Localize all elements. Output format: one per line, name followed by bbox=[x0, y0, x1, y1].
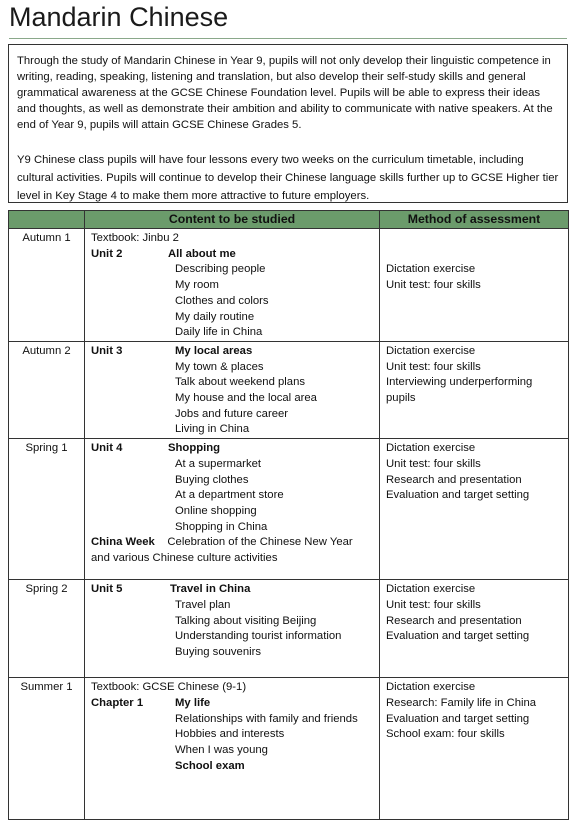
table-header-row bbox=[9, 211, 569, 229]
method-item: Unit test: four skills bbox=[386, 598, 481, 611]
unit-title: Shopping bbox=[168, 442, 221, 455]
topic-item: Buying souvenirs bbox=[175, 645, 262, 658]
method-item: Interviewing underperforming bbox=[386, 376, 533, 389]
content-cell bbox=[85, 229, 380, 342]
header-content: Content to be studied bbox=[85, 211, 380, 229]
table-row bbox=[9, 439, 569, 580]
topic-item: My daily routine bbox=[175, 310, 255, 323]
method-cell bbox=[380, 341, 569, 438]
china-week-label: China Week bbox=[91, 536, 155, 549]
unit-title: Travel in China bbox=[170, 583, 251, 596]
topic-item: Living in China bbox=[175, 423, 250, 436]
content-cell bbox=[85, 341, 380, 438]
method-item: Dictation exercise bbox=[386, 681, 476, 694]
term-cell: Autumn 1 bbox=[9, 229, 85, 342]
topic-item: Jobs and future career bbox=[175, 407, 289, 420]
unit-heading bbox=[91, 696, 375, 712]
term-cell: Spring 2 bbox=[9, 580, 85, 678]
method-cell bbox=[380, 439, 569, 580]
topic-item: At a department store bbox=[175, 489, 284, 502]
unit-label: Unit 5 bbox=[91, 583, 123, 596]
method-item: Unit test: four skills bbox=[386, 457, 481, 470]
topic-item: Clothes and colors bbox=[175, 294, 269, 307]
page-title: Mandarin Chinese bbox=[9, 2, 229, 32]
unit-heading bbox=[91, 441, 375, 457]
header-term bbox=[9, 211, 85, 229]
topic-item: My house and the local area bbox=[175, 392, 317, 405]
unit-label: Unit 3 bbox=[91, 344, 123, 357]
method-item: Evaluation and target setting bbox=[386, 489, 530, 502]
method-item: School exam: four skills bbox=[386, 728, 505, 741]
topic-item: When I was young bbox=[175, 743, 268, 756]
unit-label: Chapter 1 bbox=[91, 696, 144, 709]
method-item: Evaluation and target setting bbox=[386, 630, 530, 643]
china-week-text: Celebration of the Chinese New Year bbox=[167, 536, 353, 549]
topic-item: Buying clothes bbox=[175, 473, 249, 486]
topic-item: Describing people bbox=[175, 263, 266, 276]
china-week-text-2: and various Chinese culture activities bbox=[91, 552, 278, 565]
content-cell bbox=[85, 439, 380, 580]
header-method: Method of assessment bbox=[380, 211, 569, 229]
term-cell: Autumn 2 bbox=[9, 341, 85, 438]
textbook-label: Textbook: Jinbu 2 bbox=[91, 232, 179, 244]
intro-paragraph-2: Y9 Chinese class pupils will have four lessons every two weeks on the curriculum timetable, including cultural activities. Pupils will continue to develop their Chinese language skills further up to GCSE Higher tier level in Key Stage 4 to make them more attractive to future employers. bbox=[17, 154, 559, 202]
topic-item: Shopping in China bbox=[175, 520, 268, 533]
method-item: Research and presentation bbox=[386, 614, 522, 627]
unit-title: My local areas bbox=[175, 344, 253, 357]
topic-item: Talk about weekend plans bbox=[175, 376, 306, 389]
content-cell bbox=[85, 580, 380, 678]
unit-heading bbox=[91, 344, 375, 360]
topic-item: Travel plan bbox=[175, 598, 231, 611]
topic-item: Hobbies and interests bbox=[175, 728, 285, 741]
term-cell: Spring 1 bbox=[9, 439, 85, 580]
unit-heading bbox=[91, 582, 375, 598]
method-item: Research and presentation bbox=[386, 473, 522, 486]
unit-title: My life bbox=[175, 696, 211, 709]
method-item: Dictation exercise bbox=[386, 442, 476, 455]
title-underline bbox=[9, 38, 567, 39]
term-cell: Summer 1 bbox=[9, 678, 85, 820]
topic-item: School exam bbox=[175, 759, 245, 772]
topic-item: My room bbox=[175, 279, 219, 292]
intro-box bbox=[8, 44, 568, 203]
table-row bbox=[9, 678, 569, 820]
method-item: pupils bbox=[386, 392, 416, 405]
unit-title: All about me bbox=[168, 247, 236, 260]
table-row bbox=[9, 229, 569, 342]
topic-item: My town & places bbox=[175, 360, 264, 373]
china-week-line bbox=[91, 535, 375, 551]
unit-label: Unit 4 bbox=[91, 442, 123, 455]
topic-item: Talking about visiting Beijing bbox=[175, 614, 317, 627]
method-cell bbox=[380, 229, 569, 342]
method-item: Dictation exercise bbox=[386, 344, 476, 357]
method-item: Dictation exercise bbox=[386, 263, 476, 276]
method-item: Evaluation and target setting bbox=[386, 712, 530, 725]
method-item: Dictation exercise bbox=[386, 583, 476, 596]
textbook-label: Textbook: GCSE Chinese (9-1) bbox=[91, 681, 247, 694]
curriculum-table bbox=[8, 210, 569, 820]
method-cell bbox=[380, 580, 569, 678]
table-row bbox=[9, 341, 569, 438]
unit-label: Unit 2 bbox=[91, 247, 123, 260]
method-item: Unit test: four skills bbox=[386, 279, 481, 292]
topic-item: Relationships with family and friends bbox=[175, 712, 358, 725]
unit-heading bbox=[91, 247, 375, 263]
content-cell bbox=[85, 678, 380, 820]
method-item: Research: Family life in China bbox=[386, 696, 537, 709]
topic-item: Online shopping bbox=[175, 504, 257, 517]
topic-item: At a supermarket bbox=[175, 457, 262, 470]
method-item: Unit test: four skills bbox=[386, 360, 481, 373]
topic-item: Daily life in China bbox=[175, 326, 263, 339]
method-cell bbox=[380, 678, 569, 820]
intro-paragraph-1: Through the study of Mandarin Chinese in Year 9, pupils will not only develop their linguistic competence in writing, reading, speaking, listening and translation, but also develop their self-study skills and general grammatical awareness at the GCSE Chinese Foundation level. Pupils will be able to express their ideas and thoughts, as well as demonstrate their ambition and ability to communicate with native speakers. At the end of Year 9, pupils will attain GCSE Chinese Grades 5. bbox=[17, 55, 553, 131]
topic-item: Understanding tourist information bbox=[175, 630, 342, 643]
table-row bbox=[9, 580, 569, 678]
